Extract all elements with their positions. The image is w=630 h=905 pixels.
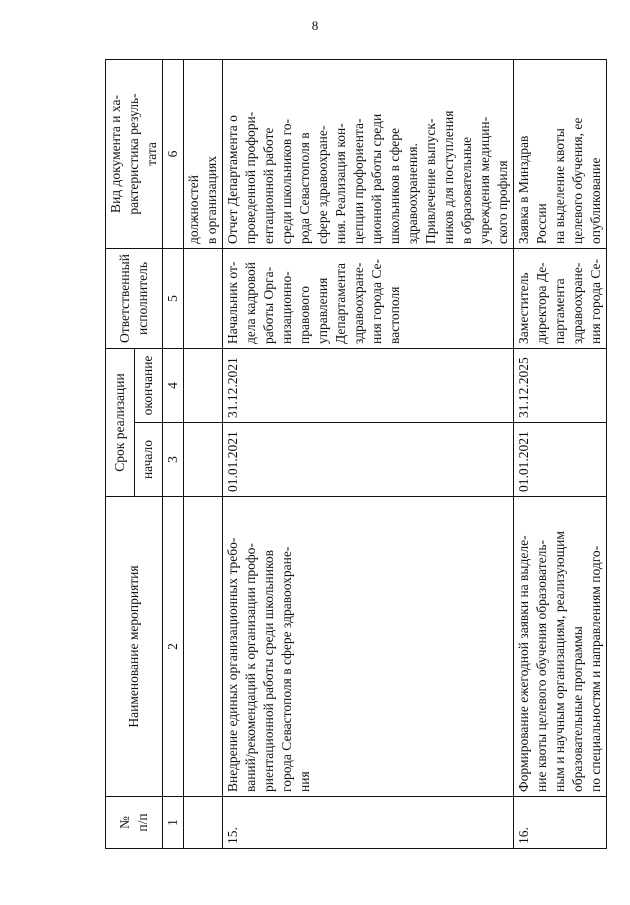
col-number: 2: [163, 497, 184, 797]
rotated-table-container: [105, 60, 603, 849]
header-start: начало: [134, 423, 163, 497]
col-number: 1: [163, 797, 184, 849]
row-num: 16.: [514, 797, 607, 849]
table-row: [514, 59, 607, 848]
row-responsible: Начальник от- дела кадровой работы Орга- низационно- правового управления Департамента здравоохране- ния города Се- вастополя: [223, 248, 514, 348]
header-row: [106, 59, 135, 848]
header-name: Наименование мероприятия: [106, 497, 163, 797]
page-number: 8: [311, 18, 319, 33]
row-name: Формирование ежегодной заявки на выделе- ние квоты целевого обучения образователь- ным и научным организациям, реализующим образовательные программы по специальностям и направлениям подго-: [514, 497, 607, 797]
continuation-doc: должностей в организациях: [184, 59, 223, 248]
col-number: 6: [163, 59, 184, 248]
header-responsible: Ответственный исполнитель: [106, 248, 163, 348]
row-document: Заявка в Минздрав России на выделение квоты целевого обучения, ее опубликование: [514, 59, 607, 248]
row-document: Отчет Департамента о проведенной профори- ентационной работе среди школьников го- рода Севастополя в сфере здравоохране- ния. Реализация кон- цепции профориента- ционной работы среди школьников в сфере здравоохранения. Привлечение выпуск- ников для поступления в образовательные учреждения медицин- ского профиля: [223, 59, 514, 248]
col-number: 4: [163, 348, 184, 422]
column-numbers-row: [163, 59, 184, 848]
continuation-row: [184, 59, 223, 848]
header-term: Срок реализации: [106, 348, 135, 496]
measures-table: [105, 59, 607, 849]
row-start: 01.01.2021: [223, 423, 514, 497]
row-end: 31.12.2021: [223, 348, 514, 422]
table-row: [223, 59, 514, 848]
row-num: 15.: [223, 797, 514, 849]
header-num: № п/п: [106, 797, 163, 849]
row-responsible: Заместитель директора Де- партамента здравоохране- ния города Се-: [514, 248, 607, 348]
header-end: окончание: [134, 348, 163, 422]
row-name: Внедрение единых организационных требо- ваний/рекомендаций к организации профо- риентационной работы среди школьников города Севастополя в сфере здравоохране- ния: [223, 497, 514, 797]
row-start: 01.01.2021: [514, 423, 607, 497]
col-number: 5: [163, 248, 184, 348]
col-number: 3: [163, 423, 184, 497]
row-end: 31.12.2025: [514, 348, 607, 422]
header-document: Вид документа и ха- рактеристика резуль- тата: [106, 59, 163, 248]
